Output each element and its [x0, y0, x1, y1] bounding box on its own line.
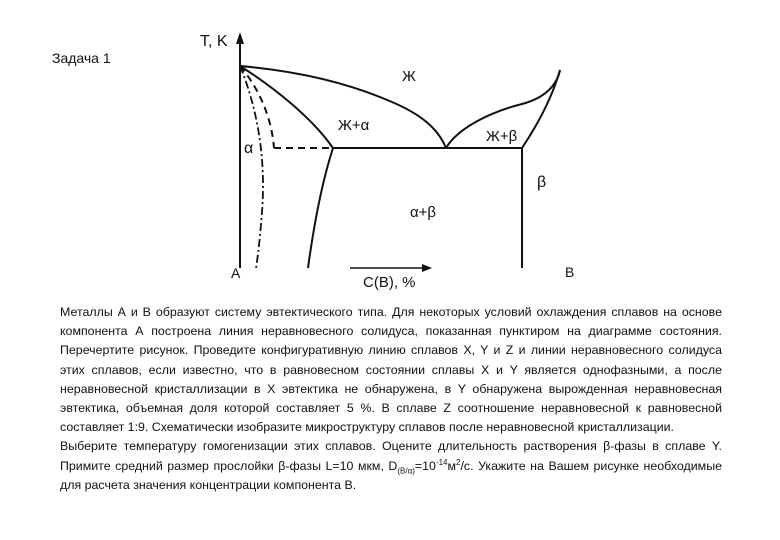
region-liquid-beta: Ж+β — [486, 128, 518, 145]
region-liquid: Ж — [402, 68, 416, 85]
p2-part-a: Выберите температуру гомогенизации этих сплавов. Оцените длительность растворения β-фазы в сплаве Y. Примите средний размер прослойки β-фазы L=10 мкм, D — [60, 439, 722, 473]
temperature-axis-label: T, K — [200, 33, 228, 50]
region-alpha: α — [244, 140, 254, 157]
solvus-a — [308, 148, 333, 268]
component-b-label: B — [565, 264, 575, 280]
solidus-b — [522, 70, 560, 148]
component-a-label: A — [231, 265, 241, 281]
p2-part-d: /c. Укажите на Вашем рисунке необходимые для расчета значения концентрации компонента В. — [60, 458, 722, 492]
concentration-axis-label: C(B), % — [363, 274, 416, 291]
problem-paragraph-2 — [60, 437, 722, 495]
square-superscript: 2 — [456, 457, 461, 467]
p2-part-b: =10 — [414, 458, 436, 473]
concentration-arrow-head — [422, 264, 432, 272]
region-beta: β — [537, 174, 547, 191]
temperature-axis-arrow — [236, 32, 244, 44]
problem-text — [60, 303, 722, 495]
region-alpha-beta: α+β — [410, 204, 437, 221]
problem-paragraph-1: Металлы А и В образуют систему эвтектического типа. Для некоторых условий охлаждения сплавов на основе компонента А построена линия неравновесного солидуса, показанная пунктиром на диаграмме состояния. Перечертите рисунок. Проведите конфигуративную линию сплавов X, Y и Z и линии неравновесного солидуса этих сплавов, если известно, что в равновесном состоянии сплавы X и Y является однофазными, а после неравновесной кристаллизации в X эвтектика не обнаружена, в Y обнаружена вырожденная неравновесная эвтектика, объемная доля которой составляет 5 %. В сплаве Z соотношение неравновесной к равновесной составляет 1:9. Схематически изобразите микроструктуру сплавов после неравновесной кристаллизации. — [60, 305, 722, 435]
diffusion-subscript: (B/α) — [397, 466, 415, 476]
task-title: Задача 1 — [52, 50, 111, 66]
region-liquid-alpha: Ж+α — [338, 117, 370, 134]
p2-part-c: м — [447, 458, 457, 473]
exponent-superscript: -14 — [435, 457, 448, 467]
